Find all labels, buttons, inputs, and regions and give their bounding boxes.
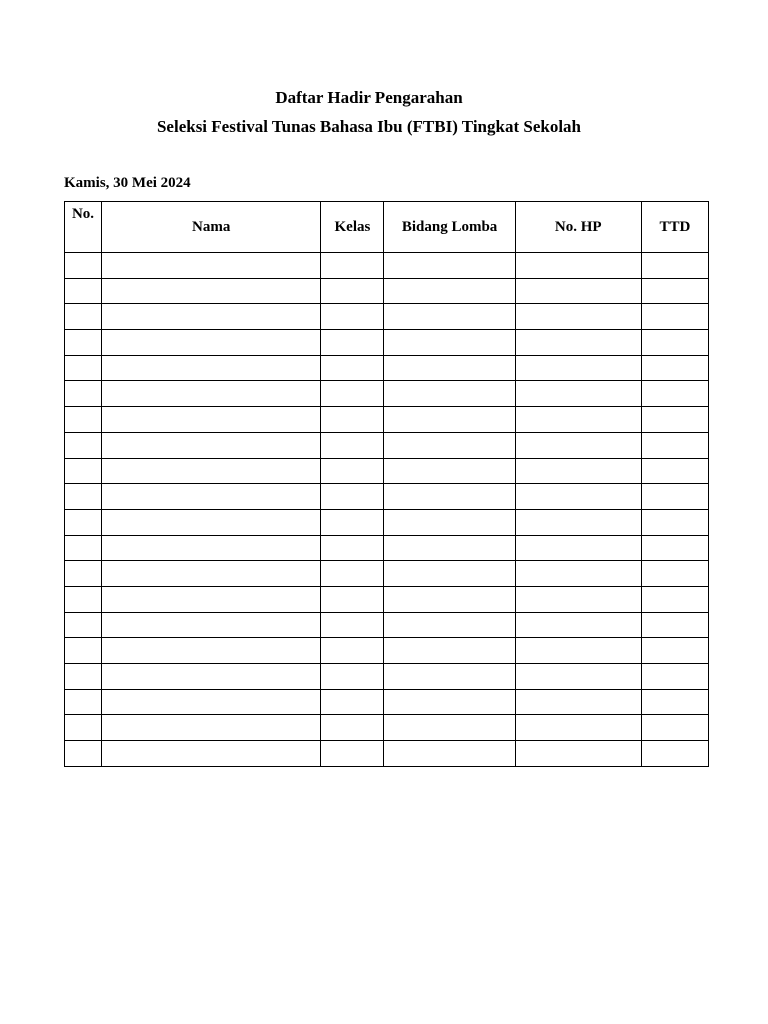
cell-no-hp [515, 561, 641, 587]
table-row [65, 689, 709, 715]
cell-ttd [641, 407, 708, 433]
cell-no [65, 407, 102, 433]
cell-nama [102, 432, 321, 458]
table-row [65, 304, 709, 330]
cell-no [65, 509, 102, 535]
cell-no [65, 689, 102, 715]
cell-ttd [641, 381, 708, 407]
table-row [65, 381, 709, 407]
cell-no [65, 304, 102, 330]
cell-bidang-lomba [384, 458, 515, 484]
table-row [65, 407, 709, 433]
table-row [65, 741, 709, 767]
cell-no [65, 432, 102, 458]
cell-no-hp [515, 330, 641, 356]
cell-no [65, 664, 102, 690]
cell-kelas [321, 407, 384, 433]
cell-kelas [321, 253, 384, 279]
cell-kelas [321, 638, 384, 664]
table-row [65, 715, 709, 741]
cell-ttd [641, 330, 708, 356]
header-bidang-lomba: Bidang Lomba [384, 202, 515, 253]
cell-kelas [321, 612, 384, 638]
cell-kelas [321, 484, 384, 510]
cell-no-hp [515, 278, 641, 304]
cell-bidang-lomba [384, 432, 515, 458]
cell-no-hp [515, 304, 641, 330]
cell-nama [102, 509, 321, 535]
cell-nama [102, 638, 321, 664]
cell-no-hp [515, 355, 641, 381]
cell-no-hp [515, 381, 641, 407]
cell-ttd [641, 509, 708, 535]
cell-no [65, 741, 102, 767]
cell-bidang-lomba [384, 612, 515, 638]
cell-ttd [641, 253, 708, 279]
table-row [65, 253, 709, 279]
cell-ttd [641, 612, 708, 638]
cell-no [65, 535, 102, 561]
table-row [65, 664, 709, 690]
cell-bidang-lomba [384, 253, 515, 279]
cell-kelas [321, 432, 384, 458]
cell-no [65, 586, 102, 612]
cell-kelas [321, 330, 384, 356]
cell-bidang-lomba [384, 561, 515, 587]
cell-nama [102, 715, 321, 741]
cell-no [65, 612, 102, 638]
cell-bidang-lomba [384, 330, 515, 356]
cell-kelas [321, 355, 384, 381]
cell-bidang-lomba [384, 355, 515, 381]
cell-no-hp [515, 612, 641, 638]
cell-nama [102, 689, 321, 715]
cell-no [65, 381, 102, 407]
cell-nama [102, 458, 321, 484]
cell-kelas [321, 458, 384, 484]
table-row [65, 458, 709, 484]
cell-no [65, 715, 102, 741]
cell-no [65, 355, 102, 381]
cell-no-hp [515, 509, 641, 535]
cell-nama [102, 407, 321, 433]
cell-ttd [641, 689, 708, 715]
cell-ttd [641, 278, 708, 304]
cell-bidang-lomba [384, 586, 515, 612]
cell-bidang-lomba [384, 689, 515, 715]
cell-nama [102, 253, 321, 279]
cell-no [65, 330, 102, 356]
cell-ttd [641, 432, 708, 458]
cell-no-hp [515, 586, 641, 612]
cell-bidang-lomba [384, 304, 515, 330]
table-row [65, 330, 709, 356]
cell-nama [102, 381, 321, 407]
table-row [65, 509, 709, 535]
cell-nama [102, 278, 321, 304]
table-row [65, 561, 709, 587]
cell-no-hp [515, 407, 641, 433]
cell-no-hp [515, 689, 641, 715]
cell-no-hp [515, 664, 641, 690]
cell-bidang-lomba [384, 278, 515, 304]
cell-kelas [321, 741, 384, 767]
cell-no-hp [515, 458, 641, 484]
table-row [65, 278, 709, 304]
cell-bidang-lomba [384, 638, 515, 664]
cell-no-hp [515, 741, 641, 767]
document-subtitle: Seleksi Festival Tunas Bahasa Ibu (FTBI) Tingkat Sekolah [156, 117, 582, 136]
cell-kelas [321, 561, 384, 587]
cell-ttd [641, 741, 708, 767]
cell-ttd [641, 355, 708, 381]
header-ttd: TTD [641, 202, 708, 253]
table-row [65, 432, 709, 458]
cell-ttd [641, 715, 708, 741]
table-body [65, 253, 709, 767]
table-row [65, 355, 709, 381]
cell-kelas [321, 278, 384, 304]
cell-nama [102, 561, 321, 587]
cell-bidang-lomba [384, 535, 515, 561]
cell-kelas [321, 586, 384, 612]
cell-bidang-lomba [384, 715, 515, 741]
cell-nama [102, 355, 321, 381]
cell-ttd [641, 561, 708, 587]
cell-nama [102, 330, 321, 356]
cell-kelas [321, 689, 384, 715]
document-date: Kamis, 30 Mei 2024 [64, 175, 191, 191]
table-row [65, 586, 709, 612]
cell-no-hp [515, 535, 641, 561]
cell-bidang-lomba [384, 484, 515, 510]
cell-bidang-lomba [384, 741, 515, 767]
cell-no [65, 484, 102, 510]
cell-nama [102, 741, 321, 767]
cell-no [65, 561, 102, 587]
cell-no [65, 458, 102, 484]
cell-ttd [641, 458, 708, 484]
cell-kelas [321, 304, 384, 330]
cell-bidang-lomba [384, 664, 515, 690]
table-row [65, 638, 709, 664]
cell-no [65, 278, 102, 304]
cell-nama [102, 304, 321, 330]
document-title: Daftar Hadir Pengarahan [275, 88, 463, 107]
cell-kelas [321, 715, 384, 741]
cell-bidang-lomba [384, 509, 515, 535]
cell-nama [102, 664, 321, 690]
attendance-table [64, 201, 709, 767]
header-no: No. [65, 202, 102, 253]
table-row [65, 535, 709, 561]
table-header-row [65, 202, 709, 253]
cell-bidang-lomba [384, 381, 515, 407]
cell-nama [102, 612, 321, 638]
cell-ttd [641, 484, 708, 510]
cell-bidang-lomba [384, 407, 515, 433]
cell-no-hp [515, 253, 641, 279]
header-kelas: Kelas [321, 202, 384, 253]
cell-kelas [321, 509, 384, 535]
cell-no-hp [515, 484, 641, 510]
cell-ttd [641, 638, 708, 664]
cell-nama [102, 484, 321, 510]
header-nama: Nama [102, 202, 321, 253]
cell-nama [102, 586, 321, 612]
cell-no-hp [515, 432, 641, 458]
cell-no [65, 253, 102, 279]
cell-ttd [641, 664, 708, 690]
cell-ttd [641, 304, 708, 330]
cell-kelas [321, 381, 384, 407]
table-row [65, 612, 709, 638]
cell-no [65, 638, 102, 664]
table-row [65, 484, 709, 510]
header-no-hp: No. HP [515, 202, 641, 253]
cell-nama [102, 535, 321, 561]
cell-ttd [641, 586, 708, 612]
cell-ttd [641, 535, 708, 561]
cell-no-hp [515, 638, 641, 664]
cell-kelas [321, 664, 384, 690]
cell-no-hp [515, 715, 641, 741]
cell-kelas [321, 535, 384, 561]
